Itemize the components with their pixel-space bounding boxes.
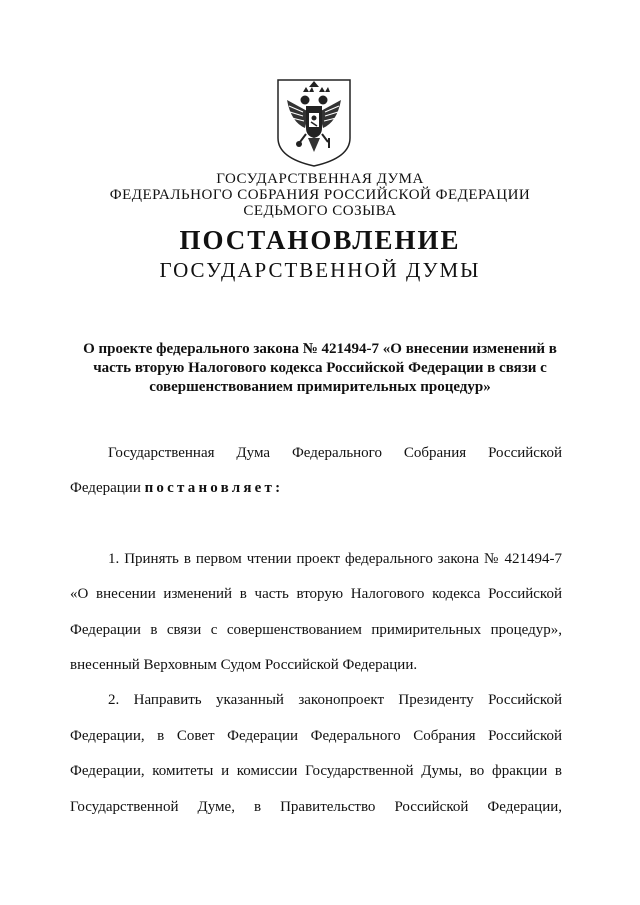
preamble-start: Федерации — [70, 480, 145, 497]
item-2-line-3: Федерации, комитеты и комиссии Государственной Думы, во фракции в — [70, 763, 562, 780]
subject-line-3: совершенствованием примирительных процедур» — [149, 379, 491, 395]
subject-line-1: О проекте федерального закона № 421494-7 «О внесении изменений в — [83, 341, 557, 357]
document-body — [70, 436, 562, 825]
document-type-subtitle: ГОСУДАРСТВЕННОЙ ДУМЫ — [159, 258, 481, 282]
subject-line-2: часть вторую Налогового кодекса Российской Федерации в связи с — [93, 360, 547, 376]
org-line-1: ГОСУДАРСТВЕННАЯ ДУМА — [216, 171, 424, 187]
document-subject — [60, 340, 580, 397]
preamble-line-2 — [70, 471, 562, 506]
item-1-line-2: «О внесении изменений в часть вторую Налогового кодекса Российской — [70, 586, 562, 603]
preamble-verb: постановляет: — [144, 480, 284, 497]
state-emblem-icon — [275, 78, 353, 168]
preamble-line-1: Государственная Дума Федерального Собрания Российской — [108, 445, 562, 461]
item-1-line-3: Федерации в связи с совершенствованием примирительных процедур», — [70, 621, 562, 638]
org-line-3: СЕДЬМОГО СОЗЫВА — [243, 203, 397, 219]
org-line-2: ФЕДЕРАЛЬНОГО СОБРАНИЯ РОССИЙСКОЙ ФЕДЕРАЦИИ — [109, 187, 531, 203]
document-type-title: ПОСТАНОВЛЕНИЕ — [179, 225, 461, 255]
item-2-line-1: 2. Направить указанный законопроект Президенту Российской — [108, 692, 562, 709]
item-2-line-4: Государственной Думе, в Правительство Российской Федерации, — [70, 798, 562, 815]
item-2-line-2: Федерации, в Совет Федерации Федерального Собрания Российской — [70, 727, 562, 744]
item-1-line-1: 1. Принять в первом чтении проект федерального закона № 421494-7 — [108, 550, 562, 567]
item-1-line-4: внесенный Верховным Судом Российской Федерации. — [70, 657, 418, 674]
